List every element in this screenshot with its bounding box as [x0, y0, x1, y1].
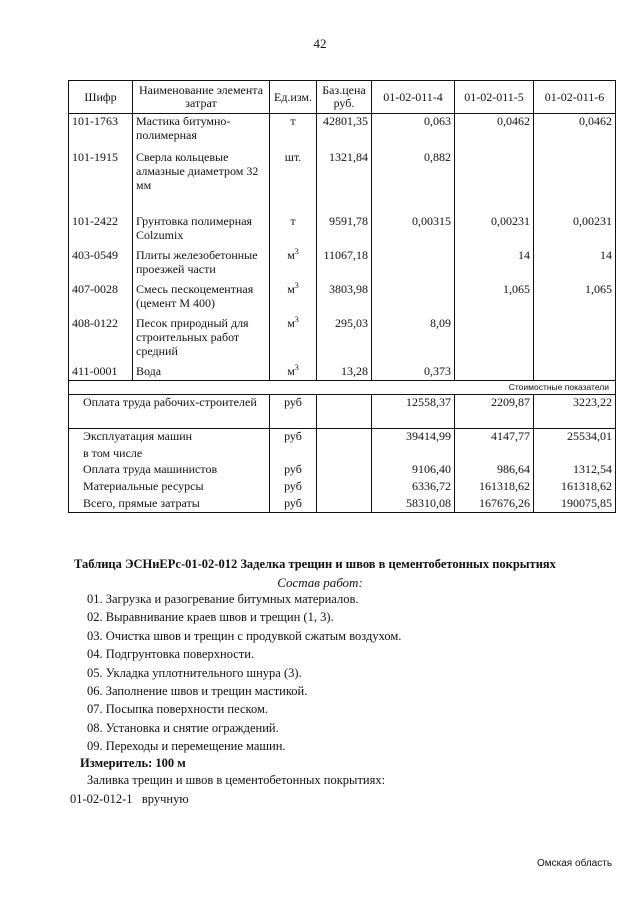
list-item: 03. Очистка швов и трещин с продувкой сжатым воздухом. — [87, 628, 402, 643]
row-unit: т — [270, 214, 317, 248]
row-code: 403-0549 — [69, 248, 133, 282]
summary-unit: руб — [270, 496, 317, 513]
summary-unit: руб — [270, 395, 317, 429]
summary-value-1: 58310,08 — [372, 496, 455, 513]
table-row — [69, 114, 616, 150]
list-item: 06. Заполнение швов и трещин мастикой. — [87, 684, 308, 699]
row-code: 407-0028 — [69, 282, 133, 316]
summary-value-2: 161318,62 — [455, 479, 534, 496]
summary-value-1: 12558,37 — [372, 395, 455, 429]
list-item: 08. Установка и снятие ограждений. — [87, 720, 279, 735]
summary-value-2: 167676,26 — [455, 496, 534, 513]
row-name: Смесь пескоцементная (цемент М 400) — [133, 282, 270, 316]
row-value-2: 1,065 — [455, 282, 534, 316]
row-unit: $м^3$ — [270, 282, 317, 316]
summary-label: Оплата труда рабочих-строителей — [69, 395, 270, 429]
row-unit: $м^3$ — [270, 248, 317, 282]
row-value-1 — [372, 282, 455, 316]
summary-label: Эксплуатация машин — [69, 429, 270, 446]
row-unit: $м^3$ — [270, 316, 317, 364]
summary-row — [69, 479, 616, 496]
row-code: 411-0001 — [69, 364, 133, 381]
summary-row — [69, 429, 616, 446]
row-value-1 — [372, 248, 455, 282]
summary-value-2: 986,64 — [455, 462, 534, 479]
section-heading: Таблица ЭСНиЕРс-01-02-012 Заделка трещин и швов в цементобетонных покрытиях — [74, 557, 556, 571]
summary-value-1: 6336,72 — [372, 479, 455, 496]
summary-row — [69, 446, 616, 462]
row-price: 3803,98 — [317, 282, 372, 316]
row-value-3: 1,065 — [534, 282, 616, 316]
row-price: 42801,35 — [317, 114, 372, 150]
row-price: 13,28 — [317, 364, 372, 381]
summary-value-3: 3223,22 — [534, 395, 616, 429]
summary-empty — [317, 429, 372, 446]
row-value-1: 8,09 — [372, 316, 455, 364]
row-name: Грунтовка полимерная Colzumix — [133, 214, 270, 248]
row-unit: т — [270, 114, 317, 150]
summary-row — [69, 395, 616, 429]
summary-empty — [317, 395, 372, 429]
row-code: 101-1915 — [69, 150, 133, 214]
summary-value-1: 39414,99 — [372, 429, 455, 446]
list-item: 04. Подгрунтовка поверхности. — [87, 647, 255, 662]
header-col-011-6: 01-02-011-6 — [534, 81, 616, 114]
cost-indicators-row — [69, 381, 616, 395]
summary-label: в том числе — [69, 446, 270, 462]
row-code: 101-1763 — [69, 114, 133, 150]
row-value-2 — [455, 316, 534, 364]
summary-empty — [455, 446, 534, 462]
fill-item: 01-02-012-1 вручную — [70, 792, 189, 806]
row-value-3: 0,0462 — [534, 114, 616, 150]
row-name: Мастика битумно-полимерная — [133, 114, 270, 150]
summary-empty — [317, 462, 372, 479]
table-row — [69, 214, 616, 248]
header-col-011-4: 01-02-011-4 — [372, 81, 455, 114]
row-value-3: 14 — [534, 248, 616, 282]
table-row — [69, 248, 616, 282]
summary-value-1: 9106,40 — [372, 462, 455, 479]
table-header-row — [69, 81, 616, 114]
header-code: Шифр — [69, 81, 133, 114]
row-price: 9591,78 — [317, 214, 372, 248]
row-value-2 — [455, 150, 534, 214]
summary-label: Оплата труда машинистов — [69, 462, 270, 479]
row-value-3 — [534, 150, 616, 214]
row-value-2 — [455, 364, 534, 381]
summary-unit: руб — [270, 462, 317, 479]
header-unit: Ед.изм. — [270, 81, 317, 114]
summary-value-3: 1312,54 — [534, 462, 616, 479]
summary-empty — [317, 446, 372, 462]
work-composition-title: Состав работ: — [277, 575, 363, 590]
header-name: Наименование элемента затрат — [133, 81, 270, 114]
summary-empty — [372, 446, 455, 462]
summary-empty — [317, 479, 372, 496]
row-value-2: 0,00231 — [455, 214, 534, 248]
row-code: 101-2422 — [69, 214, 133, 248]
summary-unit: руб — [270, 429, 317, 446]
table-row — [69, 150, 616, 214]
list-item: 07. Посыпка поверхности песком. — [87, 702, 269, 717]
work-steps-list — [87, 590, 401, 756]
row-name: Вода — [133, 364, 270, 381]
summary-unit: руб — [270, 479, 317, 496]
summary-value-2: 4147,77 — [455, 429, 534, 446]
summary-row — [69, 462, 616, 479]
row-name: Сверла кольцевые алмазные диаметром 32 мм — [133, 150, 270, 214]
row-value-2: 14 — [455, 248, 534, 282]
summary-value-2: 2209,87 — [455, 395, 534, 429]
page-number: 42 — [313, 36, 327, 51]
summary-empty — [534, 446, 616, 462]
row-unit: шт. — [270, 150, 317, 214]
summary-empty — [317, 496, 372, 513]
list-item: 09. Переходы и перемещение машин. — [87, 739, 286, 754]
region-footer: Омская область — [537, 858, 613, 869]
table-row — [69, 316, 616, 364]
row-value-1: 0,00315 — [372, 214, 455, 248]
list-item: 05. Укладка уплотнительного шнура (3). — [87, 665, 302, 680]
fill-title: Заливка трещин и швов в цементобетонных покрытиях: — [87, 773, 386, 787]
row-name: Плиты железобетонные проезжей части — [133, 248, 270, 282]
list-item: 01. Загрузка и разогревание битумных материалов. — [87, 592, 359, 606]
row-name: Песок природный для строительных работ средний — [133, 316, 270, 364]
row-value-3: 0,00231 — [534, 214, 616, 248]
summary-label: Всего, прямые затраты — [69, 496, 270, 513]
cost-indicators-label: Стоимостные показатели — [508, 382, 609, 392]
list-item: 02. Выравнивание краев швов и трещин (1, 3). — [87, 610, 334, 625]
unit-of-measure: Измеритель: 100 м — [80, 756, 186, 770]
row-price: 11067,18 — [317, 248, 372, 282]
row-value-1: 0,882 — [372, 150, 455, 214]
resource-cost-table — [68, 80, 616, 513]
summary-label: Материальные ресурсы — [69, 479, 270, 496]
header-col-011-5: 01-02-011-5 — [455, 81, 534, 114]
row-value-1: 0,063 — [372, 114, 455, 150]
summary-value-3: 161318,62 — [534, 479, 616, 496]
row-unit: $м^3$ — [270, 364, 317, 381]
summary-value-3: 190075,85 — [534, 496, 616, 513]
row-price: 295,03 — [317, 316, 372, 364]
header-price: Баз.цена руб. — [317, 81, 372, 114]
row-value-3 — [534, 316, 616, 364]
table-row — [69, 364, 616, 381]
row-value-2: 0,0462 — [455, 114, 534, 150]
row-price: 1321,84 — [317, 150, 372, 214]
summary-row — [69, 496, 616, 513]
table-row — [69, 282, 616, 316]
row-value-3 — [534, 364, 616, 381]
summary-empty — [270, 446, 317, 462]
row-value-1: 0,373 — [372, 364, 455, 381]
row-code: 408-0122 — [69, 316, 133, 364]
summary-value-3: 25534,01 — [534, 429, 616, 446]
